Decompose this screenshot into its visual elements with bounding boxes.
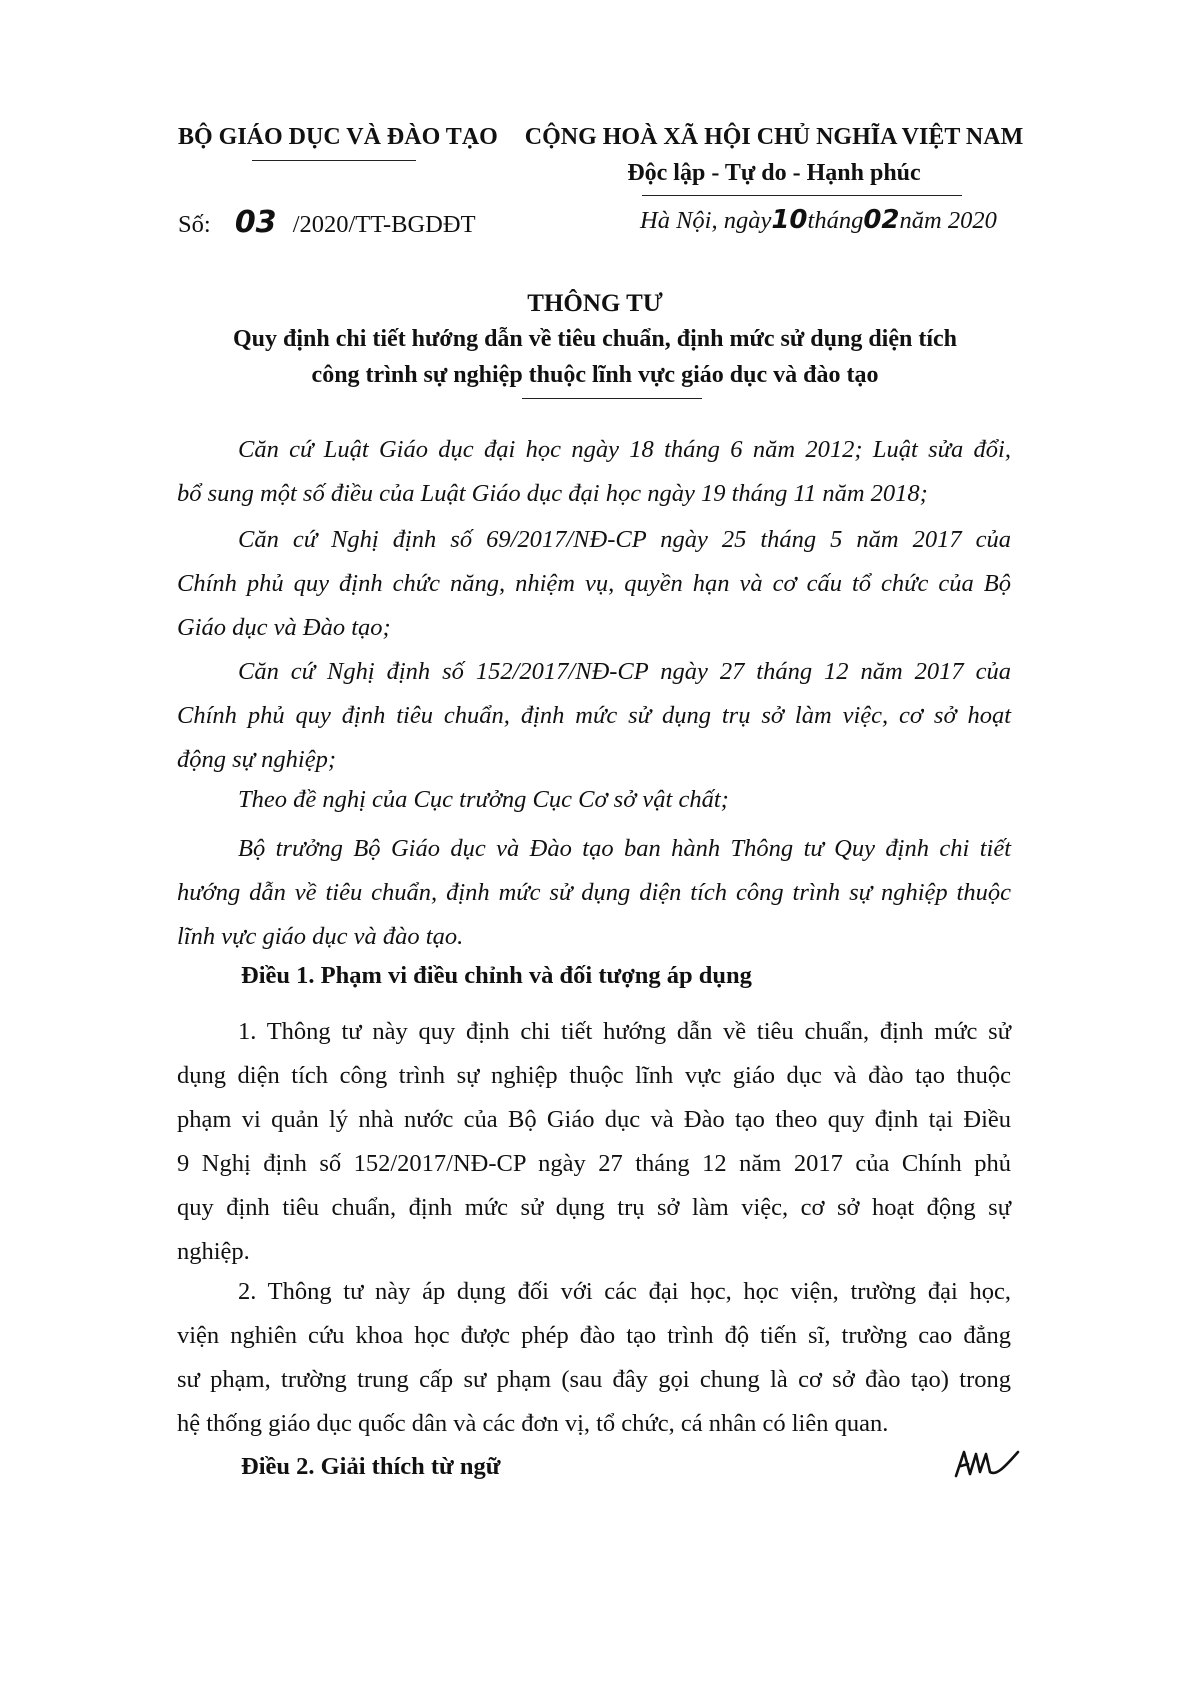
ministry-name: BỘ GIÁO DỤC VÀ ĐÀO TẠO [178,124,498,150]
clause-line: nghiệp. [177,1238,250,1265]
title-line-1: Quy định chi tiết hướng dẫn về tiêu chuẩn, định mức sử dụng diện tích [232,326,957,352]
clause-line: 9 Nghị định số 152/2017/NĐ-CP ngày 27 tháng 12 năm 2017 của Chính phủ [177,1150,1011,1177]
preamble-line: Chính phủ quy định chức năng, nhiệm vụ, quyền hạn và cơ cấu tổ chức của Bộ [177,570,1011,597]
clause-line: 1. Thông tư này quy định chi tiết hướng dẫn về tiêu chuẩn, định mức sử [238,1018,1011,1045]
nation-name: CỘNG HOÀ XÃ HỘI CHỦ NGHĨA VIỆT NAM [524,124,1024,150]
preamble-line: bổ sung một số điều của Luật Giáo dục đại học ngày 19 tháng 11 năm 2018; [177,480,928,507]
article-2-heading: Điều 2. Giải thích từ ngữ [241,1453,501,1480]
clause-line: dụng diện tích công trình sự nghiệp thuộc lĩnh vực giáo dục và đào tạo thuộc [177,1062,1011,1089]
preamble-paragraph [177,827,1011,959]
article-1-clause-2 [177,1270,1011,1446]
preamble-line: động sự nghiệp; [177,746,336,773]
clause-line: 2. Thông tư này áp dụng đối với các đại học, học viện, trường đại học, [238,1278,1011,1305]
signature-initials [952,1442,1022,1486]
preamble-line: Giáo dục và Đào tạo; [177,614,391,641]
clause-line: quy định tiêu chuẩn, định mức sử dụng trụ sở làm việc, cơ sở hoạt động sự [177,1194,1011,1221]
doc-number-label: Số: [178,211,211,238]
preamble-line: lĩnh vực giáo dục và đào tạo. [177,923,464,950]
date-month-label: tháng [807,207,864,234]
date-day: 10 [771,205,808,235]
preamble-line: hướng dẫn về tiêu chuẩn, định mức sử dụng diện tích công trình sự nghiệp thuộc [177,879,1011,906]
motto-underline [642,195,962,196]
preamble-line: Chính phủ quy định tiêu chuẩn, định mức sử dụng trụ sở làm việc, cơ sở hoạt [177,702,1011,729]
preamble-paragraph [177,778,1011,822]
preamble-paragraph [177,650,1011,782]
preamble-line: Căn cứ Nghị định số 69/2017/NĐ-CP ngày 25 tháng 5 năm 2017 của [238,526,1011,553]
article-1-clause-1 [177,1010,1011,1274]
date-line [640,205,997,235]
date-place: Hà Nội, ngày [640,207,772,234]
date-month: 02 [863,205,900,235]
title-line-2: công trình sự nghiệp thuộc lĩnh vực giáo dục và đào tạo [311,362,879,388]
preamble-line: Căn cứ Nghị định số 152/2017/NĐ-CP ngày 27 tháng 12 năm 2017 của [238,658,1011,685]
preamble-paragraph [177,518,1011,650]
ministry-underline [252,160,416,161]
clause-line: phạm vi quản lý nhà nước của Bộ Giáo dục và Đào tạo theo quy định tại Điều [177,1106,1011,1133]
document-type: THÔNG TƯ [527,290,663,317]
preamble-line: Căn cứ Luật Giáo dục đại học ngày 18 tháng 6 năm 2012; Luật sửa đổi, [238,436,1011,463]
date-year: năm 2020 [899,207,997,234]
nation-motto: Độc lập - Tự do - Hạnh phúc [627,160,921,186]
doc-number [178,205,476,240]
preamble-paragraph [177,428,1011,516]
article-1-heading: Điều 1. Phạm vi điều chỉnh và đối tượng áp dụng [241,962,752,989]
clause-line: sư phạm, trường trung cấp sư phạm (sau đây gọi chung là cơ sở đào tạo) trong [177,1366,1011,1393]
preamble-line: Theo đề nghị của Cục trưởng Cục Cơ sở vật chất; [238,786,729,813]
title-underline [522,398,702,399]
doc-number-handwritten: 03 [234,205,277,240]
preamble-line: Bộ trưởng Bộ Giáo dục và Đào tạo ban hành Thông tư Quy định chi tiết [238,835,1011,862]
doc-number-suffix: /2020/TT-BGDĐT [292,211,476,238]
clause-line: viện nghiên cứu khoa học được phép đào tạo trình độ tiến sĩ, trường cao đẳng [177,1322,1011,1349]
clause-line: hệ thống giáo dục quốc dân và các đơn vị, tổ chức, cá nhân có liên quan. [177,1410,889,1437]
